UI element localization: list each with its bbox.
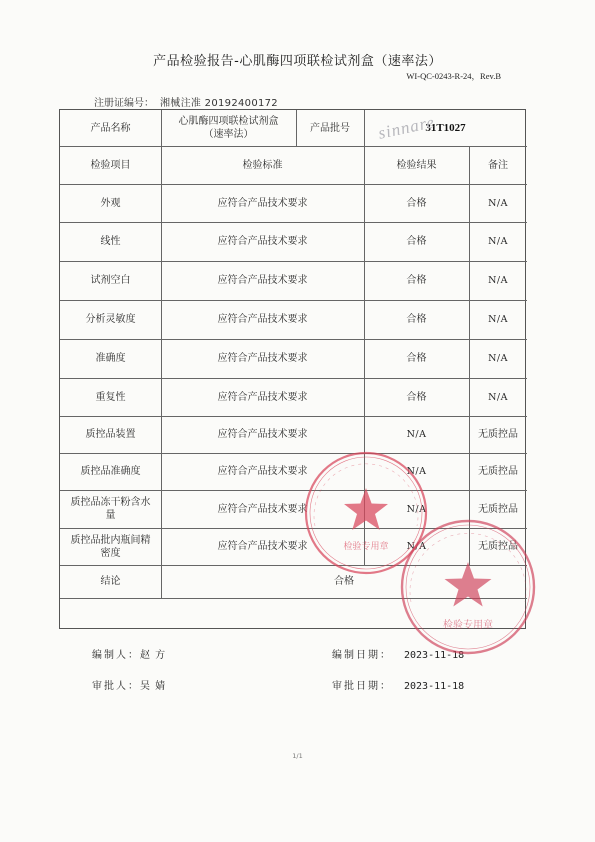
row-result: N/A: [406, 503, 427, 515]
approved-by-name: 吴 婧: [140, 681, 167, 692]
row-item: 分析灵敏度: [85, 314, 136, 325]
prepared-by-label: 编制人：: [92, 650, 140, 661]
header-result: 检验结果: [396, 159, 437, 171]
product-name-label: 产品名称: [90, 122, 131, 134]
row-result: 合格: [406, 391, 427, 403]
prepared-by-name: 赵 方: [140, 650, 167, 661]
row-item: 试剂空白: [90, 275, 131, 286]
row-standard: 应符合产品技术要求: [217, 429, 308, 440]
approved-by: [92, 677, 166, 692]
approved-date-label: 审批日期：: [332, 681, 392, 692]
prepared-date-label: 编制日期：: [332, 650, 392, 661]
product-name-line1: 心肌酶四项联检试剂盒: [178, 116, 279, 127]
row-standard: 应符合产品技术要求: [217, 391, 308, 403]
row-remark: N/A: [488, 275, 508, 286]
inspection-seal-2: [393, 512, 543, 662]
prepared-by: [92, 646, 166, 661]
row-result: 合格: [406, 197, 427, 209]
approved-by-label: 审批人：: [92, 681, 140, 692]
registration-number: [94, 94, 278, 109]
header-standard: 检验标准: [242, 159, 283, 171]
row-remark: N/A: [488, 197, 508, 209]
registration-label: 注册证编号：: [94, 98, 154, 109]
batch-label: 产品批号: [310, 122, 350, 134]
page-number: 1/1: [292, 752, 303, 760]
row-result: 合格: [406, 353, 427, 364]
report-title: 产品检验报告-心肌酶四项联检试剂盒（速率法）: [153, 54, 442, 69]
header-remark: 备注: [488, 159, 508, 171]
row-remark: 无质控品: [478, 503, 518, 515]
row-standard: 应符合产品技术要求: [217, 314, 308, 325]
row-item: 质控品冻干粉含水量: [70, 497, 151, 521]
watermark: sinnare: [376, 112, 437, 143]
approved-date-value: 2023-11-18: [404, 681, 465, 692]
row-standard: 应符合产品技术要求: [217, 275, 308, 286]
row-item: 重复性: [95, 391, 126, 403]
row-item: 外观: [100, 197, 121, 209]
approved-date: [332, 677, 464, 692]
header-item: 检验项目: [90, 159, 131, 171]
row-item: 准确度: [95, 353, 126, 364]
document-number: WI-QC-0243-R-24，Rev.B: [406, 71, 501, 81]
row-standard: 应符合产品技术要求: [217, 353, 308, 364]
row-remark: N/A: [488, 236, 508, 247]
svg-text:检验专用章: 检验专用章: [343, 542, 389, 552]
row-remark: 无质控品: [478, 541, 518, 552]
row-standard: 应符合产品技术要求: [217, 541, 308, 552]
product-name-line2: （速率法）: [203, 129, 254, 140]
prepared-date-value: 2023-11-18: [404, 650, 465, 661]
row-standard: 应符合产品技术要求: [217, 466, 308, 477]
row-remark: 无质控品: [478, 466, 518, 477]
row-remark: 无质控品: [478, 429, 518, 440]
row-result: N/A: [406, 466, 427, 477]
row-item: 线性: [100, 236, 121, 247]
seal-star-icon: [445, 562, 492, 607]
product-name-value: [161, 110, 296, 146]
row-remark: N/A: [488, 353, 508, 364]
row-result: N/A: [406, 541, 427, 552]
row-remark: N/A: [488, 391, 508, 403]
row-remark: N/A: [488, 314, 508, 325]
row-item: 质控品准确度: [80, 466, 141, 477]
row-item: 质控品批内瓶间精密度: [70, 534, 151, 559]
row-result: N/A: [406, 429, 427, 440]
conclusion-label: 结论: [100, 576, 121, 587]
row-standard: 应符合产品技术要求: [217, 503, 308, 515]
row-result: 合格: [406, 236, 427, 247]
batch-value: 31T1027: [425, 121, 466, 134]
row-item: 质控品装置: [85, 429, 136, 440]
row-result: 合格: [406, 314, 427, 325]
row-standard: 应符合产品技术要求: [217, 197, 308, 209]
svg-text:检验专用章: 检验专用章: [443, 620, 493, 631]
row-result: 合格: [406, 275, 427, 286]
seal-star-icon: [344, 488, 388, 530]
conclusion-value: 合格: [334, 576, 354, 587]
registration-value: 湘械注准 20192400172: [160, 98, 278, 109]
row-standard: 应符合产品技术要求: [217, 236, 308, 247]
